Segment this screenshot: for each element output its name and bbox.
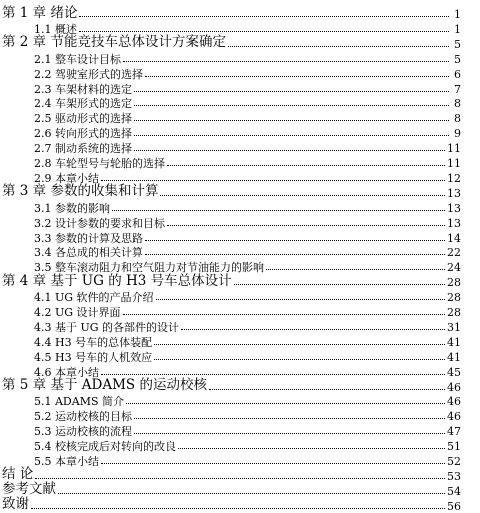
toc-entry-title: 3.5 整车滚动阻力和空气阻力对节油能力的影响	[34, 261, 264, 275]
toc-dot-leader	[167, 225, 445, 226]
toc-page-number: 54	[447, 484, 461, 498]
toc-entry-title: 4.3 基于 UG 的各部件的设计	[34, 320, 180, 334]
toc-entry-title: 5.2 运动校核的目标	[34, 410, 132, 424]
toc-dot-leader	[35, 478, 445, 479]
toc-dot-leader	[145, 254, 445, 255]
toc-entry-title: 2.9 本章小结	[34, 171, 99, 185]
toc-page-number: 13	[447, 186, 461, 200]
toc-page-number: 6	[454, 67, 461, 81]
toc-page-number: 5	[454, 37, 461, 51]
toc-dot-leader	[134, 418, 445, 419]
toc-dot-leader	[101, 374, 445, 375]
toc-dot-leader	[79, 16, 449, 17]
toc-entry-title: 3.2 设计参数的要求和目标	[34, 216, 165, 230]
toc-entry-title: 2.5 驱动形式的选择	[34, 112, 132, 126]
toc-entry-title: 5.3 运动校核的流程	[34, 425, 132, 439]
toc-dot-leader	[178, 448, 445, 449]
toc-section-entry	[34, 168, 461, 184]
toc-page-number: 1	[454, 22, 461, 36]
toc-page-number: 5	[454, 52, 461, 66]
toc-section-entry	[34, 302, 461, 318]
toc-dot-leader	[167, 165, 445, 166]
toc-dot-leader	[126, 403, 445, 404]
toc-entry-title: 致谢	[2, 496, 29, 513]
toc-section-entry	[34, 123, 461, 139]
toc-entry-title: 结 论	[2, 466, 34, 483]
toc-page-number: 7	[454, 82, 461, 96]
toc-entry-title: 5.1 ADAMS 简介	[34, 395, 124, 409]
toc-section-entry	[34, 138, 461, 154]
toc-section-entry	[34, 153, 461, 169]
toc-section-entry	[34, 93, 461, 109]
toc-dot-leader	[154, 359, 445, 360]
toc-page-number: 13	[447, 201, 461, 215]
toc-page-number: 22	[447, 246, 461, 260]
toc-section-entry	[34, 79, 461, 95]
toc-dot-leader	[134, 120, 449, 121]
toc-entry-title: 2.6 转向形式的选择	[34, 127, 132, 141]
toc-page-number: 8	[454, 97, 461, 111]
toc-entry-title: 参考文献	[2, 481, 56, 498]
toc-section-entry	[34, 257, 461, 273]
toc-entry-title: 第 4 章 基于 UG 的 H3 号车总体设计	[2, 272, 232, 289]
toc-dot-leader	[134, 433, 445, 434]
toc-chapter-entry	[2, 4, 461, 20]
toc-section-entry	[34, 198, 461, 214]
toc-entry-title: 4.6 本章小结	[34, 365, 99, 379]
toc-entry-title: 5.4 校核完成后对转向的改良	[34, 440, 176, 454]
toc-dot-leader	[154, 344, 445, 345]
toc-entry-title: 2.2 驾驶室形式的选择	[34, 67, 143, 81]
toc-section-entry	[34, 406, 461, 422]
toc-dot-leader	[123, 61, 449, 62]
toc-dot-leader	[101, 180, 445, 181]
toc-chapter-entry	[2, 496, 461, 512]
toc-dot-leader	[134, 91, 449, 92]
toc-section-entry	[34, 287, 461, 303]
toc-page-number: 28	[447, 306, 461, 319]
toc-section-entry	[34, 19, 461, 35]
toc-entry-title: 2.7 制动系统的选择	[34, 142, 132, 156]
toc-page-number: 9	[454, 127, 461, 141]
toc-page-number: 11	[447, 142, 461, 156]
toc-page-number: 46	[447, 395, 461, 409]
toc-page-number: 28	[447, 276, 461, 290]
toc-page-number: 45	[447, 365, 461, 379]
toc-chapter-entry	[2, 466, 461, 482]
toc-page-number: 53	[447, 469, 461, 483]
toc-entry-title: 第 5 章 基于 ADAMS 的运动校核	[2, 377, 207, 393]
toc-page-number: 47	[447, 425, 461, 439]
toc-page-number: 14	[447, 231, 461, 245]
toc-dot-leader	[79, 31, 449, 32]
toc-entry-title: 4.1 UG 软件的产品介绍	[34, 291, 154, 305]
toc-entry-title: 第 1 章 绪论	[2, 4, 78, 21]
toc-entry-title: 2.3 车架材料的选定	[34, 82, 132, 96]
toc-dot-leader	[134, 150, 445, 151]
toc-section-entry	[34, 228, 461, 244]
toc-entry-title: 4.5 H3 号车的人机效应	[34, 350, 153, 364]
toc-dot-leader	[112, 210, 445, 211]
toc-entry-title: 2.4 车架形式的选定	[34, 97, 132, 111]
toc-entry-title: 3.3 参数的计算及思路	[34, 231, 143, 245]
toc-entry-title: 3.4 各总成的相关计算	[34, 246, 143, 260]
toc-dot-leader	[209, 389, 445, 390]
toc-dot-leader	[58, 493, 445, 494]
toc-dot-leader	[156, 299, 445, 300]
toc-dot-leader	[134, 135, 449, 136]
toc-page-number: 12	[447, 171, 461, 185]
toc-section-entry	[34, 451, 461, 467]
toc-dot-leader	[101, 463, 445, 464]
toc-entry-title: 4.4 H3 号车的总体装配	[34, 335, 153, 349]
toc-section-entry	[34, 213, 461, 229]
toc-dot-leader	[145, 76, 449, 77]
toc-dot-leader	[234, 284, 445, 285]
toc-entry-title: 2.1 整车设计目标	[34, 52, 121, 66]
toc-section-entry	[34, 391, 461, 407]
toc-section-entry	[34, 347, 461, 363]
toc-page-number: 46	[447, 410, 461, 424]
toc-section-entry	[34, 436, 461, 452]
toc-section-entry	[34, 332, 461, 348]
toc-entry-title: 1.1 概述	[34, 22, 77, 36]
toc-section-entry	[34, 242, 461, 258]
toc-page-number: 1	[454, 8, 461, 21]
toc-page-number: 8	[454, 112, 461, 126]
toc-entry-title: 第 2 章 节能竞技车总体设计方案确定	[2, 34, 226, 51]
toc-section-entry	[34, 317, 461, 333]
toc-chapter-entry	[2, 377, 461, 393]
toc-chapter-entry	[2, 481, 461, 497]
toc-page-number: 56	[447, 499, 461, 513]
toc-section-entry	[34, 64, 461, 80]
toc-page-number: 51	[447, 440, 461, 454]
toc-page-number: 41	[447, 335, 461, 349]
toc-section-entry	[34, 362, 461, 378]
toc-page-number: 28	[447, 291, 461, 305]
toc-page-number: 31	[447, 320, 461, 334]
toc-dot-leader	[228, 46, 449, 47]
toc-section-entry	[34, 49, 461, 65]
toc-page-number: 52	[447, 455, 461, 468]
toc-entry-title: 2.8 车轮型号与轮胎的选择	[34, 157, 165, 170]
toc-section-entry	[34, 421, 461, 437]
toc-page-number: 24	[447, 261, 461, 275]
toc-dot-leader	[160, 195, 445, 196]
toc-chapter-entry	[2, 272, 461, 288]
toc-page-number: 11	[447, 157, 461, 170]
toc-dot-leader	[123, 314, 445, 315]
toc-entry-title: 4.2 UG 设计界面	[34, 306, 121, 319]
toc-dot-leader	[134, 105, 449, 106]
toc-chapter-entry	[2, 183, 461, 199]
toc-dot-leader	[145, 240, 445, 241]
toc-page-number: 46	[447, 380, 461, 394]
toc-entry-title: 5.5 本章小结	[34, 455, 99, 468]
toc-dot-leader	[31, 508, 445, 509]
toc-chapter-entry	[2, 34, 461, 50]
toc-dot-leader	[181, 329, 445, 330]
toc-dot-leader	[266, 269, 445, 270]
toc-entry-title: 3.1 参数的影响	[34, 201, 110, 215]
toc-page-number: 41	[447, 350, 461, 364]
toc-page-number: 13	[447, 216, 461, 230]
toc-section-entry	[34, 108, 461, 124]
toc-entry-title: 第 3 章 参数的收集和计算	[2, 183, 159, 200]
